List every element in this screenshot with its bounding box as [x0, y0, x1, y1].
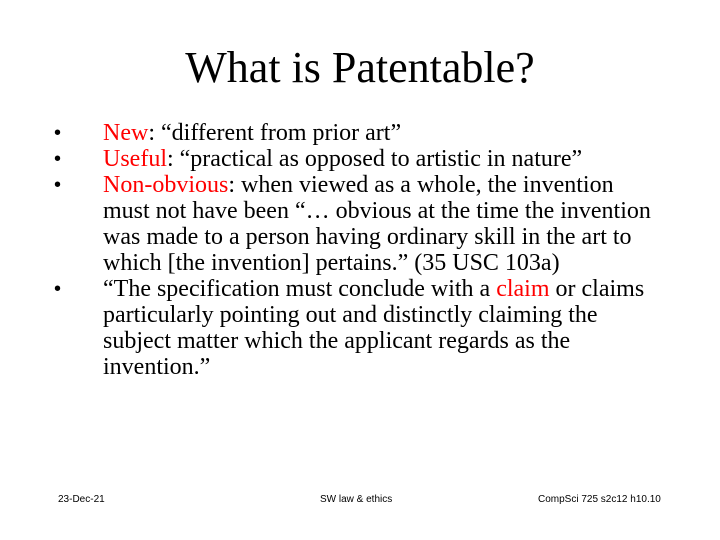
- bullet-useful-text: : “practical as opposed to artistic in nature”: [166, 146, 583, 172]
- bullet-marker: •: [54, 122, 62, 144]
- bullet-marker: •: [54, 174, 62, 196]
- footer-slide-ref: CompSci 725 s2c12 h10.10: [538, 494, 661, 505]
- term-non-obvious: Non-obvious: [103, 172, 229, 198]
- bullet-marker: •: [54, 278, 62, 300]
- bullet-list: [54, 120, 664, 380]
- bullet-specification-text-after: or claims particularly pointing out and distinctly claiming the subject matter which the applicant regards as the invention.”: [103, 276, 645, 380]
- bullet-new: [54, 120, 664, 146]
- bullet-marker: •: [54, 148, 62, 170]
- term-new: New: [103, 120, 149, 146]
- footer-date: 23-Dec-21: [58, 494, 105, 505]
- bullet-useful: [54, 146, 664, 172]
- term-useful: Useful: [103, 146, 167, 172]
- bullet-non-obvious-text: : when viewed as a whole, the invention must not have been “… obvious at the time the invention was made to a person having ordinary skill in the art to which [the invention] pertains.” (35 USC 103a): [103, 172, 651, 276]
- footer-course-topic: SW law & ethics: [320, 494, 393, 505]
- bullet-specification: [54, 276, 664, 380]
- term-claim: claim: [496, 276, 550, 302]
- slide-title: What is Patentable?: [185, 43, 535, 92]
- bullet-non-obvious: [54, 172, 664, 276]
- bullet-specification-text-before: “The specification must conclude with a: [103, 276, 497, 302]
- bullet-new-text: : “different from prior art”: [148, 120, 402, 146]
